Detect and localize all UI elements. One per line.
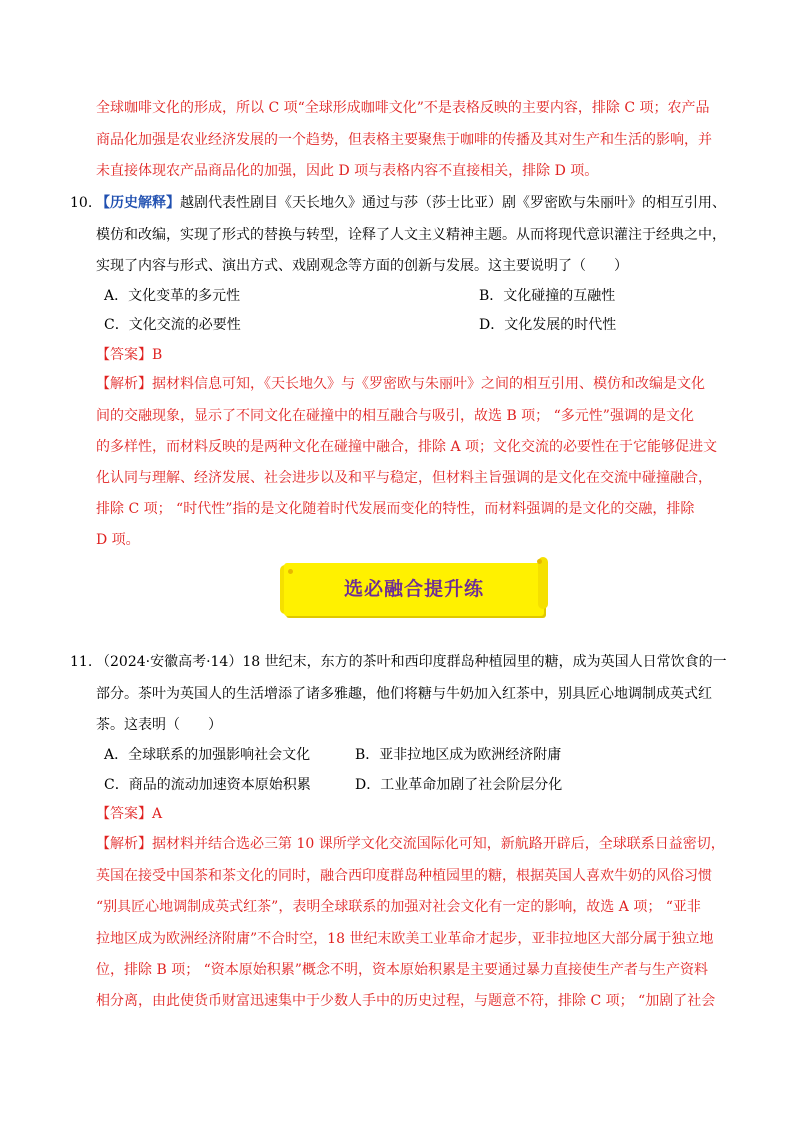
- q11-option-b: B．亚非拉地区成为欧洲经济附庸: [355, 747, 562, 763]
- q10-number: 10.: [70, 195, 93, 211]
- q10-analysis-line-6: D 项。: [96, 532, 140, 548]
- section-title: 选必融合提升练: [343, 578, 484, 600]
- prev-analysis-line-2: 商品化加强是农业经济发展的一个趋势，但表格主要聚焦于咖啡的传播及其对生产和生活的影响，并: [96, 132, 712, 148]
- q10-analysis-line-4: 化认同与理解、经济发展、社会进步以及和平与稳定，但材料主旨强调的是文化在交流中碰撞融合，: [96, 470, 712, 486]
- prev-analysis-line-1: 全球咖啡文化的形成，所以 C 项“全球形成咖啡文化”不是表格反映的主要内容，排除 C 项；农产品: [96, 100, 710, 116]
- q11-analysis-line-4: 拉地区成为欧洲经济附庸”不合时空，18 世纪末欧美工业革命才起步，亚非拉地区大部分属于独立地: [96, 931, 714, 947]
- q10-analysis-line-5: 排除 C 项； “时代性”指的是文化随着时代发展而变化的特性，而材料强调的是文化的交融，排除: [96, 501, 695, 517]
- prev-analysis-line-3: 未直接体现农产品商品化的加强，因此 D 项与表格内容不直接相关，排除 D 项。: [96, 163, 599, 179]
- q11-stem-line-1: （2024·安徽高考·14）18 世纪末，东方的茶叶和西印度群岛种植园里的糖，成为英国人日常饮食的一: [96, 654, 727, 670]
- q10-answer: 【答案】B: [96, 347, 163, 363]
- q10-option-c: C．文化交流的必要性: [104, 317, 241, 333]
- q11-option-d: D．工业革命加剧了社会阶层分化: [355, 777, 563, 793]
- q10-stem-line-2: 模仿和改编，实现了形式的替换与转型，诠释了人文主义精神主题。从而将现代意识灌注于经典之中，: [96, 227, 726, 243]
- q11-analysis-line-1: 【解析】据材料并结合选必三第 10 课所学文化交流国际化可知，新航路开辟后，全球联系日益密切，: [96, 836, 725, 852]
- q10-analysis-line-3: 的多样性，而材料反映的是两种文化在碰撞中融合，排除 A 项；文化交流的必要性在于它能够促进文: [96, 439, 718, 455]
- q10-stem-line-3: 实现了内容与形式、演出方式、戏剧观念等方面的创新与发展。这主要说明了（ ）: [96, 258, 628, 274]
- q10-analysis-line-1: 【解析】据材料信息可知，《天长地久》与《罗密欧与朱丽叶》之间的相互引用、模仿和改编是文化: [96, 376, 705, 392]
- q11-analysis-line-3: “别具匠心地调制成英式红茶”，表明全球联系的加强对社会文化有一定的影响，故选 A 项； “亚非: [96, 899, 701, 915]
- q10-option-d: D．文化发展的时代性: [479, 317, 617, 333]
- q11-answer: 【答案】A: [96, 806, 163, 822]
- q10-tag: 【历史解释】: [96, 195, 180, 211]
- q10-stem-text-1: 越剧代表性剧目《天长地久》通过与莎（莎士比亚）剧《罗密欧与朱丽叶》的相互引用、: [180, 195, 726, 211]
- q11-analysis-line-5: 位，排除 B 项； “资本原始积累”概念不明，资本原始积累是主要通过暴力直接使生产者与生产资料: [96, 962, 708, 978]
- q10-option-b: B．文化碰撞的互融性: [479, 288, 616, 304]
- q11-stem-line-3: 茶。这表明（ ）: [96, 717, 222, 733]
- q11-stem-line-2: 部分。茶叶为英国人的生活增添了诸多雅趣，他们将糖与牛奶加入红茶中，别具匠心地调制成英式红: [96, 686, 712, 702]
- q10-stem-line-1: [96, 193, 726, 213]
- q10-analysis-line-2: 间的交融现象，显示了不同文化在碰撞中的相互融合与吸引，故选 B 项； “多元性”强调的是文化: [96, 408, 694, 424]
- q11-option-c: C．商品的流动加速资本原始积累: [104, 777, 311, 793]
- section-banner: [284, 563, 544, 616]
- q11-analysis-line-6: 相分离，由此使货币财富迅速集中于少数人手中的历史过程，与题意不符，排除 C 项； “加剧了社会: [96, 993, 716, 1009]
- q11-option-a: A．全球联系的加强影响社会文化: [104, 747, 311, 763]
- q11-number: 11.: [70, 654, 93, 670]
- q10-option-a: A．文化变革的多元性: [104, 288, 241, 304]
- q11-analysis-line-2: 英国在接受中国茶和茶文化的同时，融合西印度群岛种植园里的糖，根据英国人喜欢牛奶的风俗习惯: [96, 868, 712, 884]
